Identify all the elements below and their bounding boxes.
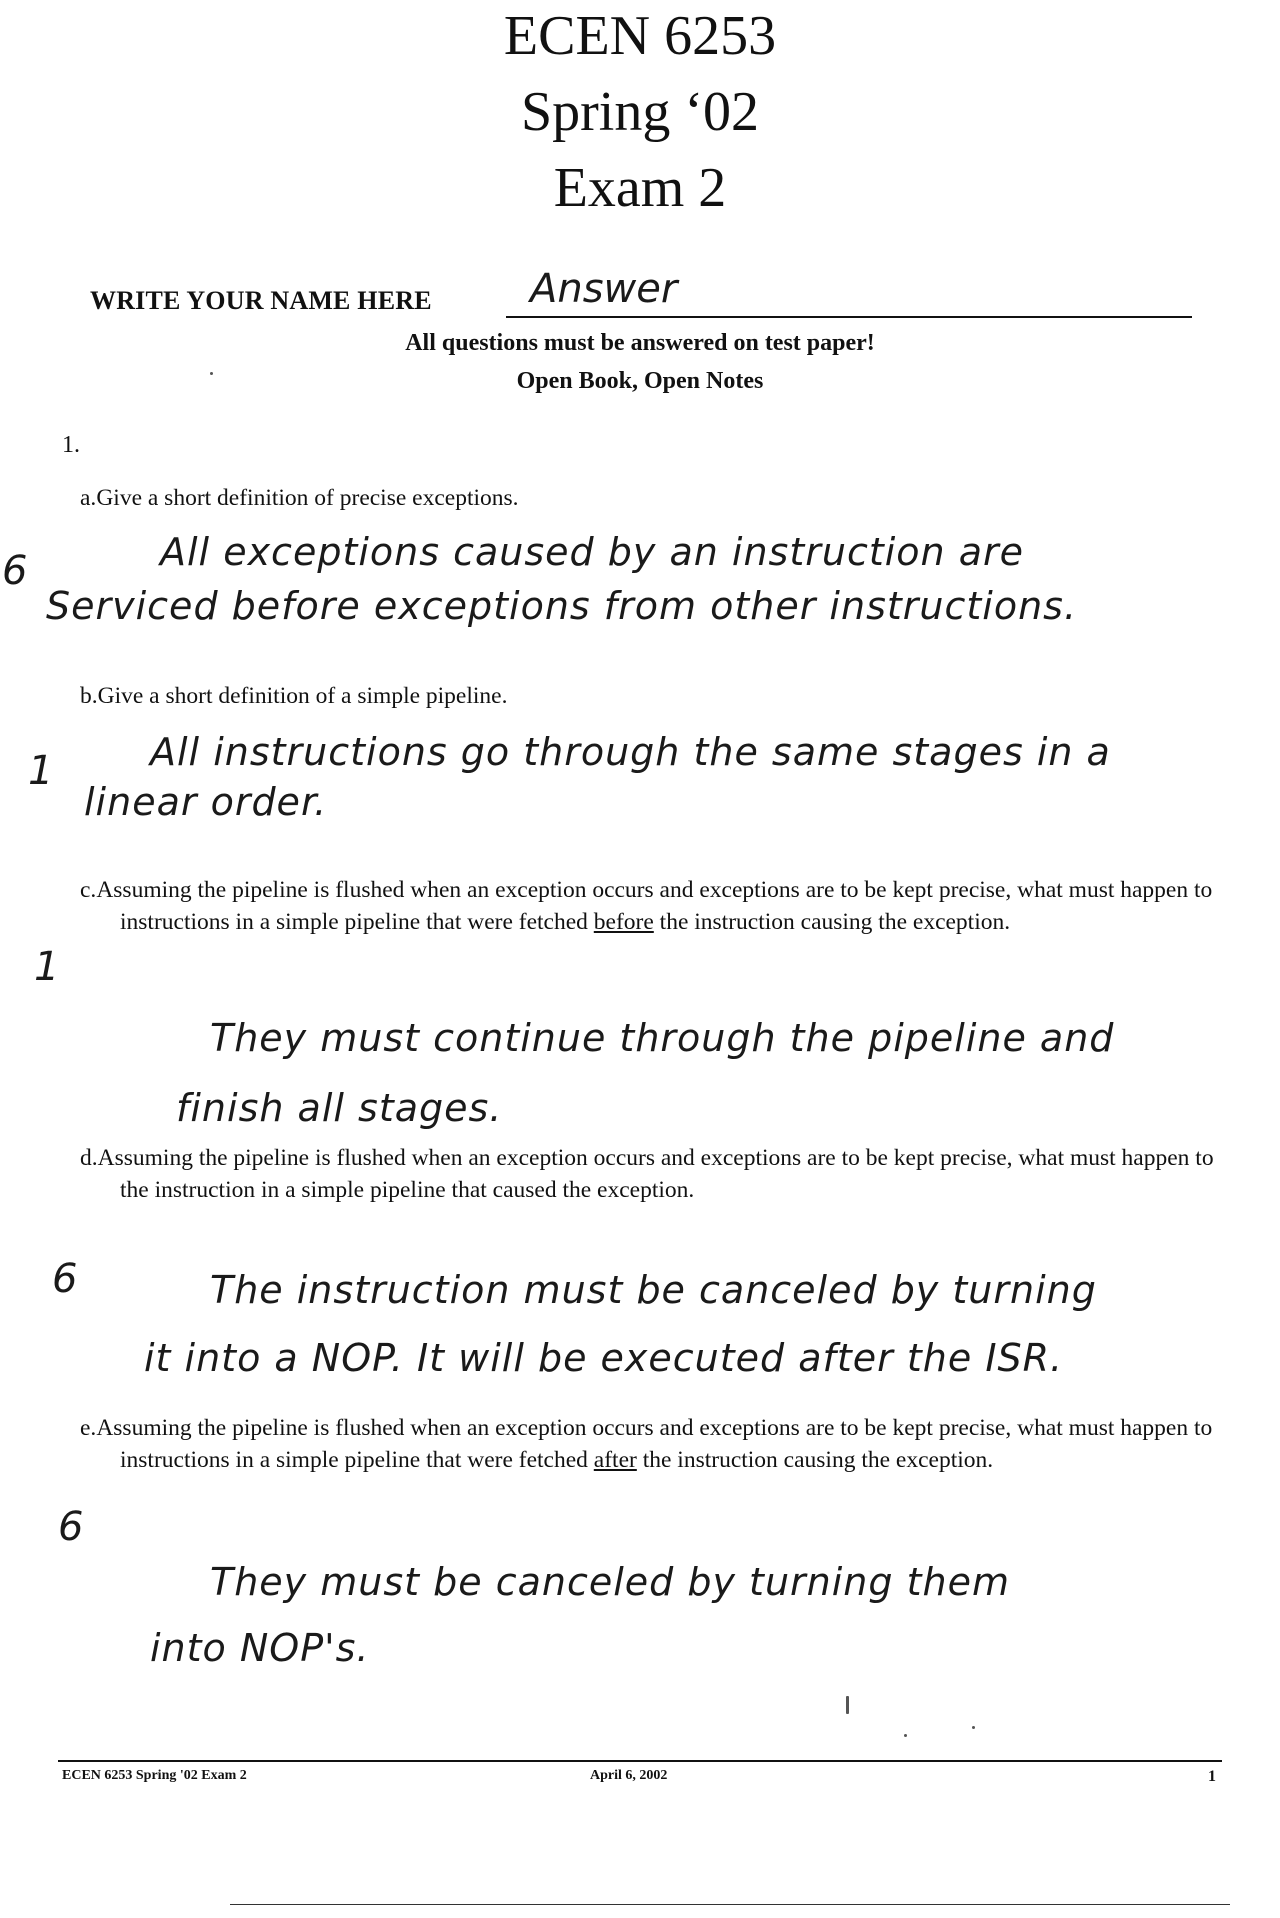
answer-b-line-2: linear order. [84,780,328,824]
question-c [80,874,1220,938]
question-e-text-before: Assuming the pipeline is flushed when an exception occurs and exceptions are to be kept precise, what must happen to instructions in a simple pipeline that were fetched [96,1415,1213,1473]
question-b-text: Give a short definition of a simple pipeline. [97,683,508,709]
answer-c-line-1: They must continue through the pipeline and [210,1016,1115,1060]
question-d [80,1142,1220,1206]
question-e-emphasis: after [593,1447,637,1473]
question-c-emphasis: before [593,909,654,935]
answer-c-line-2: finish all stages. [176,1086,503,1130]
score-d: 6 [52,1256,78,1302]
name-row [90,266,1190,320]
question-c-text-before: Assuming the pipeline is flushed when an exception occurs and exceptions are to be kept precise, what must happen to instructions in a simple pipeline that were fetched [96,877,1213,935]
answer-b-line-1: All instructions go through the same stages in a [150,730,1111,774]
term-title: Spring ‘02 [521,81,759,143]
question-c-lead: c. [80,877,97,903]
question-e [80,1412,1220,1476]
answer-a-line-1: All exceptions caused by an instruction are [160,530,1024,574]
answer-d-line-1: The instruction must be canceled by turning [210,1268,1097,1312]
question-b-lead: b. [80,683,98,709]
answer-a-line-2: Serviced before exceptions from other instructions. [46,584,1078,628]
question-e-lead: e. [80,1415,97,1441]
question-d-text: Assuming the pipeline is flushed when an exception occurs and exceptions are to be kept precise, what must happen to the instruction in a simple pipeline that caused the exception. [97,1145,1214,1203]
scan-mark [846,1696,849,1714]
name-handwritten-value: Answer [530,266,678,312]
score-a: 6 [2,548,28,594]
score-e: 6 [58,1504,84,1550]
question-a-text: Give a short definition of precise exceptions. [96,485,519,511]
scan-speck [972,1726,975,1729]
footer-page-number: 1 [1208,1768,1216,1785]
score-c: 1 [34,944,60,990]
question-number: 1. [62,432,80,458]
question-b [80,680,1220,712]
name-label: WRITE YOUR NAME HERE [90,286,432,315]
score-b: 1 [28,748,54,794]
question-e-text-after: the instruction causing the exception. [636,1447,994,1473]
instructions-line-1: All questions must be answered on test paper! [405,330,875,356]
question-c-text-after: the instruction causing the exception. [653,909,1011,935]
footer-course: ECEN 6253 Spring '02 Exam 2 [62,1768,247,1783]
question-d-lead: d. [80,1145,98,1171]
bottom-scan-rule [230,1904,1230,1905]
question-a-lead: a. [80,485,97,511]
answer-d-line-2: it into a NOP. It will be executed after the ISR. [144,1336,1064,1380]
answer-e-line-1: They must be canceled by turning them [210,1560,1010,1604]
footer-rule [58,1760,1222,1762]
instructions-line-2: Open Book, Open Notes [516,368,764,394]
scan-speck [904,1734,907,1737]
question-a [80,482,1220,514]
answer-e-line-2: into NOP's. [150,1626,370,1670]
course-title: ECEN 6253 [503,5,777,67]
name-underline [506,316,1192,318]
footer-date: April 6, 2002 [590,1768,668,1783]
exam-title: Exam 2 [553,157,727,219]
scan-speck [210,372,213,375]
